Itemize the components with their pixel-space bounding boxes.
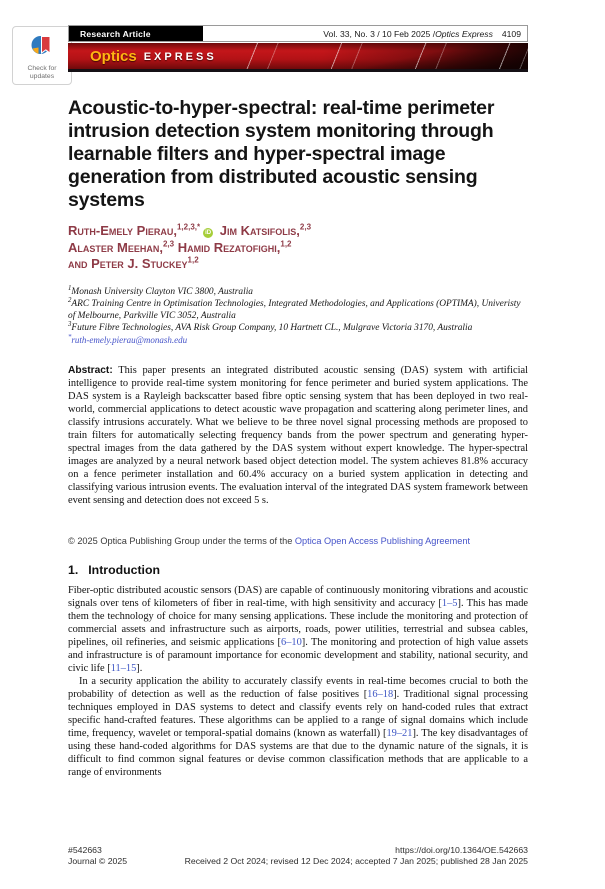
author-name: Ruth-Emely Pierau, [68,223,177,238]
journal-header [68,25,528,42]
journal-name: Optics Express [435,28,493,39]
author-affiliation-sup: 2,3 [299,222,312,232]
corresponding-email-line [68,335,528,346]
author-affiliation-sup: 1,2,3,* [176,222,201,232]
affiliation-sup: 3 [68,320,72,328]
author-row [68,240,500,257]
email-asterisk: * [68,333,72,341]
citation-link[interactable]: 6–10 [281,636,302,648]
footer-row-1 [68,845,528,856]
doi-link[interactable]: https://doi.org/10.1364/OE.542663 [395,845,528,855]
page-footer [68,845,528,867]
intro-paragraph-2: In a security application the ability to accurately classify events in real-time becomes crucial to both the probability of detection as well as the reduction of false positives [16–18]. Traditional signal processing techniques employed in DAS systems to detect and classify events rely on hand-coded rules that extract specific hand-crafted features. These algorithms can be applied to a range of signal domains which include time, frequency, wavelet or temporal-spatial domains (known as waterfall) [19–21]. The key disadvantages of using these hand-coded algorithms for DAS systems are that due to the dynamic nature of the signals, it is difficult to find common signal features or devise common classification methods that are applicable to a range of environments [68,675,529,778]
abstract-text: This paper presents an integrated distributed acoustic sensing (DAS) system with artificial intelligence to provide real-time system monitoring for fence perimeter and buried system applications. The DAS system is a Rayleigh backscatter based fibre optic sensing system that has been deployed in two real-world, commercial applications to detect acoustic wave propagation and scattering along perimeter lines, and classify intrusions accurately. What we believe to be three novel signal processing methods are proposed to train filters for automatically selecting frequency bands from the power spectrum and generating hyper-spectral images from the data gathered by the DAS system without expert knowledge. The hyper-spectral images are analyzed by a neural network based object detection model. The system achieves 81.8% accuracy on a fence perimeter installation and 60.4% accuracy on a buried system application in detecting and classifying various intrusion events. The evaluation interval of the integrated DAS system framework between event sensing and detection does not exceed 5 s. [68,364,528,506]
article-type-badge: Research Article [69,26,203,41]
article-title: Acoustic-to-hyper-spectral: real-time perimeter intrusion detection system monitoring through learnable filters and hyper-spectral image generation from distributed acoustic sensing systems [68,97,495,211]
journal-copyright: Journal © 2025 [68,856,128,866]
affiliation-sup: 1 [68,284,72,292]
manuscript-id: #542663 [68,845,102,855]
orcid-icon[interactable]: iD [205,230,212,236]
abstract [68,364,528,507]
author-name: Hamid Rezatofighi, [177,239,281,255]
email-link[interactable]: ruth-emely.pierau@monash.edu [71,334,188,345]
author-list [68,223,500,273]
brand-express: EXPRESS [143,51,217,63]
page-number: 4109 [501,28,521,39]
author-affiliation-sup: 1,2 [187,255,199,265]
intro-paragraph-1: Fiber-optic distributed acoustic sensors (DAS) are capable of continuously monitoring vibrations and acoustic signals over tens of kilometers of fiber in real-time, with high sensitivity and accuracy [1–5]. This has made them the technology of choice for many sensing applications. These include the monitoring and protection of commercial assets and infrastructure such as airports, roads, power utilities, terrestrial and subsea cables, pipelines, oil refineries, and seismic applications [6–10]. The monitoring and protection of high value assets and infrastructure is of paramount importance for economic development and stability, national security, and civic life [11–15]. [68,584,529,674]
affiliation-line: $^1$Monash University Clayton VIC 3800, Australia [68,284,253,297]
author-affiliation-sup: 2,3 [162,239,175,249]
article-history: Received 2 Oct 2024; revised 12 Dec 2024; accepted 7 Jan 2025; published 28 Jan 2025 [184,856,528,866]
author-row [68,256,500,273]
affiliation-line: $^2$ARC Training Centre in Optimisation Technologies, Integrated Methodologies, and Applications (OPTIMA), Univeristy of Melbourne, Parkville VIC 3052, Australia [68,296,521,321]
crossmark-badge[interactable] [12,26,72,85]
citation-link[interactable]: 11–15 [110,662,137,674]
footer-row-2 [68,856,528,867]
affiliation-list [68,286,528,334]
brand-optics: Optics [90,47,137,65]
citation-link[interactable]: 19–21 [386,727,413,739]
author-name: Alaster Meehan, [68,239,163,255]
author-name: Jim Katsifolis, [219,223,300,238]
section-title: Introduction [88,562,160,577]
author-name: and Peter J. Stuckey [68,256,188,271]
affiliation-line: $^3$Future Fibre Technologies, AVA Risk Group Company, 10 Hartnett CL., Mulgrave Victoria 3170, Australia [68,320,473,333]
affiliation-sup: 2 [68,296,72,304]
section-number: 1. [68,562,79,577]
open-access-agreement-link[interactable]: Optica Open Access Publishing Agreement [294,535,471,546]
section-heading-introduction [68,563,528,577]
abstract-label: Abstract: [68,364,113,376]
copyright-line [68,536,528,546]
copyright-text: © 2025 Optica Publishing Group under the terms of the [68,535,295,546]
author-affiliation-sup: 1,2 [280,239,292,249]
volume-info [203,26,527,41]
citation-link[interactable]: 1–5 [441,597,458,609]
citation-link[interactable]: 16–18 [367,688,394,700]
article-column [68,25,528,779]
author-row [68,223,500,240]
volume-text: Vol. 33, No. 3 / 10 Feb 2025 / [323,28,436,39]
crossmark-icon [30,33,54,57]
crossmark-label: Check for updates [27,65,57,80]
journal-banner [68,43,528,72]
